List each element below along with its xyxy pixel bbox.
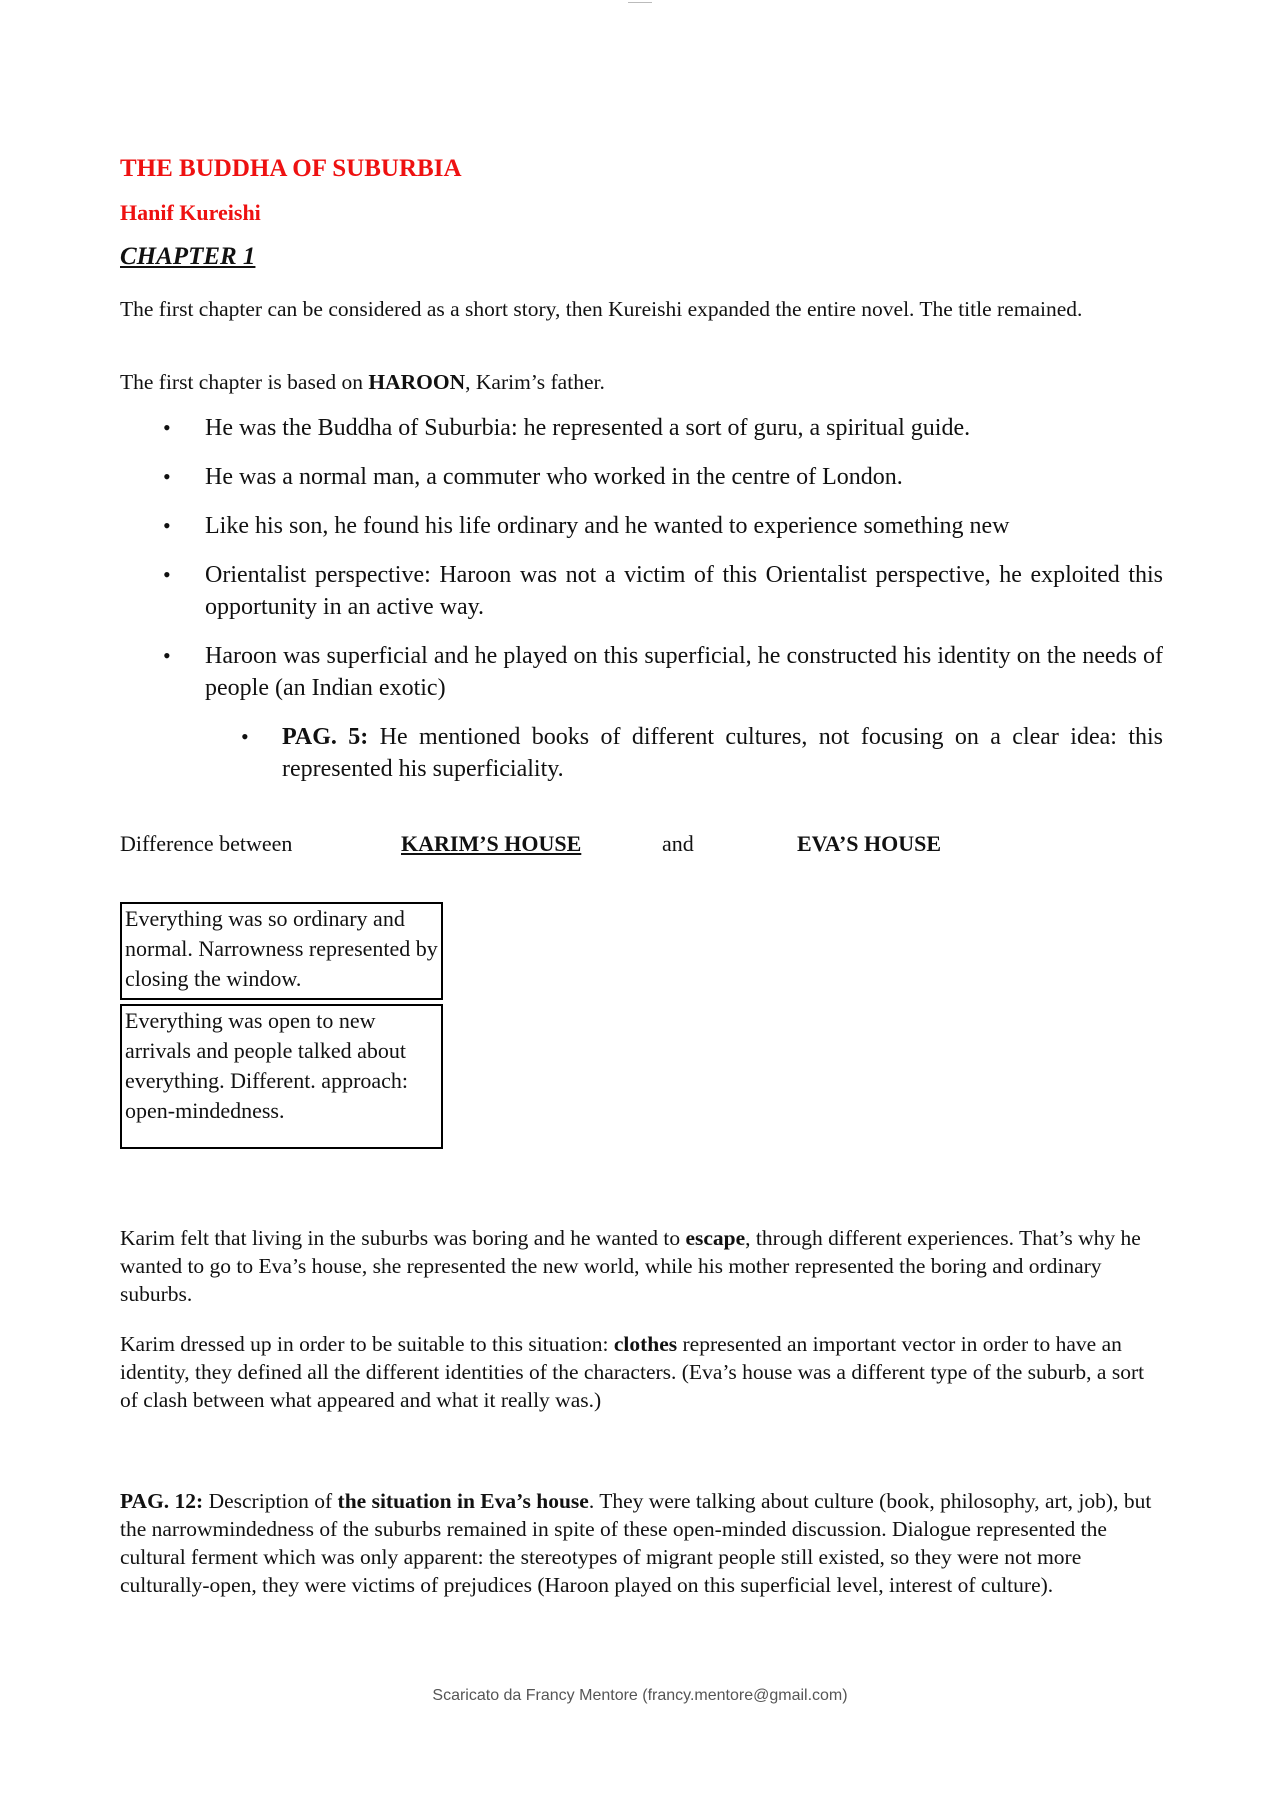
- paragraph-escape: [120, 1224, 1160, 1308]
- para5-bold-situation: the situation in Eva’s house: [337, 1489, 589, 1513]
- eva-house-box: Everything was open to new arrivals and people talked about everything. Different. approach: open-mindedness.: [120, 1004, 443, 1149]
- para3-text-2: , through different experiences. That’s why he wanted to go to Eva’s house, she represented the new world, while his mother represented the boring and ordinary suburbs.: [120, 1226, 1141, 1306]
- intro-bold-haroon: HAROON: [368, 370, 466, 394]
- bullet-item: • Haroon was superficial and he played on this superficial, he constructed his identity on the needs of people (an Indian exotic): [120, 640, 1163, 704]
- paragraph-clothes: [120, 1330, 1160, 1414]
- intro-text-before: The first chapter is based on: [120, 370, 369, 394]
- para5-page-ref: PAG. 12:: [120, 1489, 204, 1513]
- author-name: Hanif Kureishi: [120, 200, 261, 225]
- bullet-item: • Like his son, he found his life ordinary and he wanted to experience something new: [120, 510, 1163, 542]
- bullet-item: • He was the Buddha of Suburbia: he represented a sort of guru, a spiritual guide.: [120, 412, 1163, 444]
- eva-house-heading: EVA’S HOUSE: [797, 831, 942, 856]
- para4-bold-clothes: clothes: [613, 1332, 678, 1356]
- sub-bullet-text: He mentioned books of different cultures, not focusing on a clear idea: this represented his superficiality.: [282, 724, 1164, 782]
- bullet-item: • Orientalist perspective: Haroon was not a victim of this Orientalist perspective, he exploited this opportunity in an active way.: [120, 559, 1163, 623]
- intro-paragraph-1: The first chapter can be considered as a short story, then Kureishi expanded the entire novel. The title remained.: [120, 297, 1083, 321]
- bullet-item: • He was a normal man, a commuter who worked in the centre of London.: [120, 461, 1163, 493]
- header-mark: [628, 0, 652, 3]
- difference-connector: and: [662, 831, 694, 856]
- para3-bold-escape: escape: [685, 1226, 746, 1250]
- karim-house-heading: KARIM’S HOUSE: [401, 831, 582, 856]
- paragraph-page-12: [120, 1487, 1160, 1599]
- intro-text-after: , Karim’s father.: [465, 370, 605, 394]
- para5-text-1: Description of: [203, 1489, 338, 1513]
- sub-bullet-item: [120, 721, 1163, 785]
- para4-text-2: represented an important vector in order to have an identity, they defined all the different identities of the characters. (Eva’s house was a different type of the suburb, a sort of clash between what appeared and what it really was.): [120, 1332, 1145, 1412]
- haroon-bullet-list: [120, 412, 1163, 802]
- chapter-heading: CHAPTER 1: [120, 243, 256, 270]
- para4-text-1: Karim dressed up in order to be suitable to this situation:: [120, 1332, 614, 1356]
- download-footer: Scaricato da Francy Mentore (francy.mentore@gmail.com): [432, 1687, 848, 1704]
- para5-text-2: . They were talking about culture (book, philosophy, art, job), but the narrowmindedness of the suburbs remained in spite of these open-minded discussion. Dialogue represented the cultural ferment which was only apparent: the stereotypes of migrant people still existed, so they were not more culturally-open, they were victims of prejudices (Haroon played on this superficial level, interest of culture).: [120, 1489, 1152, 1597]
- intro-paragraph-2: [120, 368, 1160, 396]
- para3-text-1: Karim felt that living in the suburbs was boring and he wanted to: [120, 1226, 686, 1250]
- difference-label: Difference between: [120, 831, 293, 856]
- sub-bullet-page-ref: PAG. 5:: [282, 724, 369, 750]
- karim-house-box: Everything was so ordinary and normal. Narrowness represented by closing the window.: [120, 902, 443, 1000]
- document-title: THE BUDDHA OF SUBURBIA: [120, 155, 462, 182]
